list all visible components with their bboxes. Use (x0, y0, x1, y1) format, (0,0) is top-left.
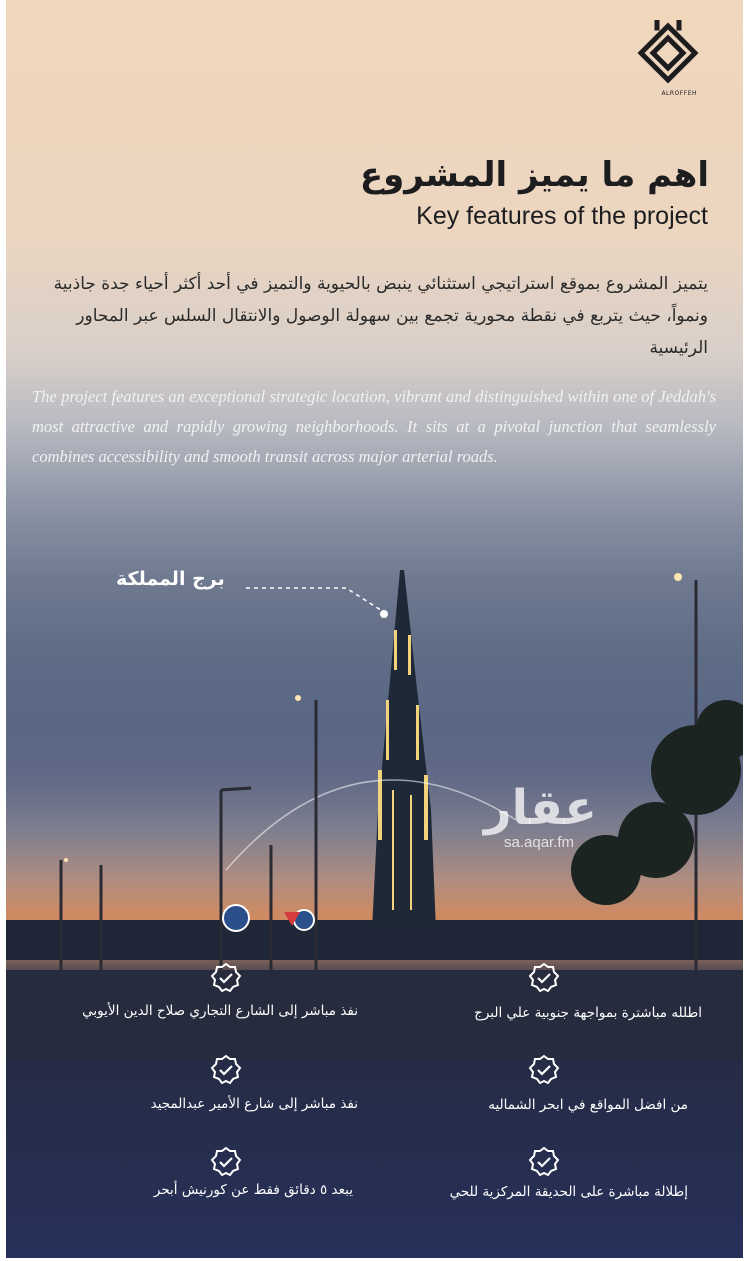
feature-item: إطلالة مباشرة على الحديقة المركزية للحي (449, 1184, 688, 1200)
watermark-brand: عقار (484, 780, 597, 836)
watermark-url: sa.aqar.fm (504, 834, 575, 851)
aqar-watermark (484, 782, 597, 851)
check-badge-icon (528, 1054, 560, 1086)
tower-label: برج المملكة (116, 568, 225, 590)
city-scene-illustration (6, 540, 743, 1060)
check-badge-icon (210, 1146, 242, 1178)
kingdom-tower (372, 570, 436, 930)
feature-item: من افضل المواقع في ابحر الشماليه (488, 1097, 688, 1113)
feature-item: يبعد ٥ دقائق فقط عن كورنيش أبحر (153, 1182, 353, 1198)
feature-item: اطلله مباشترة بمواجهة جنوبية علي البرج (474, 1005, 702, 1021)
poster (6, 0, 743, 1258)
logo-caption: ALROFFEH (661, 90, 697, 97)
description-english: The project features an exceptional strategic location, vibrant and distinguished within one of Jeddah's most attractive and rapidly growing neighborhoods. It sits at a pivotal junction that seamlessly combines accessibility and smooth transit across major arterial roads. (32, 387, 716, 466)
check-badge-icon (210, 962, 242, 994)
page-title-arabic: اهم ما يميز المشروع (359, 155, 709, 195)
check-badge-icon (528, 1146, 560, 1178)
brand-logo-icon (633, 20, 703, 100)
check-badge-icon (528, 962, 560, 994)
check-badge-icon (210, 1054, 242, 1086)
feature-item: نفذ مباشر إلى الشارع التجاري صلاح الدين الأيوبي (82, 1003, 358, 1019)
page-title-english: Key features of the project (416, 202, 708, 230)
description-arabic: يتميز المشروع بموقع استراتيجي استثنائي ينبض بالحيوية والتميز في أحد أكثر أحياء جدة جاذبية ونمواً، حيث يتربع في نقطة محورية تجمع بين سهولة الوصول والانتقال السلس عبر المحاور الرئيسية (53, 274, 708, 358)
feature-item: نفذ مباشر إلى شارع الأمير عبدالمجيد (150, 1096, 358, 1112)
